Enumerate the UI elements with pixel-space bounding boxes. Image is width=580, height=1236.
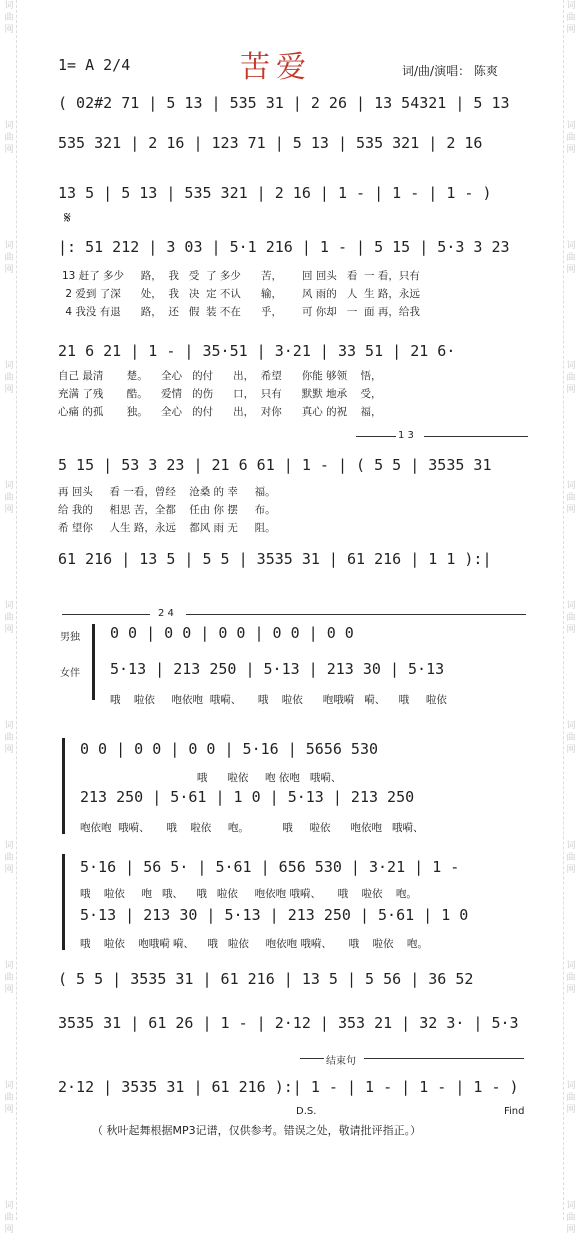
system-bracket <box>62 738 65 834</box>
female-part-label: 女伴 <box>60 668 80 679</box>
volta-label: 2 4 <box>158 608 174 619</box>
watermark-text: 词 曲 网 <box>566 121 576 155</box>
score-row: |: 51 212 | 3 03 | 5·1 216 | 1 - | 5 15 | 5·3 3 23 <box>58 238 510 256</box>
lyric-line: 2 爱到 了深 处， 我 决 定 不认 输， 风 雨的 人 生 路，永远 <box>62 288 420 300</box>
watermark-text: 词 曲 网 <box>4 961 14 995</box>
lyric-line: 希 望你 人生 路，永远 都风 雨 无 阻。 <box>58 522 276 534</box>
ds-marker: D.S. <box>296 1106 317 1117</box>
score-row: 5 15 | 53 3 23 | 21 6 61 | 1 - | ( 5 5 | 3535 31 <box>58 456 492 474</box>
watermark-text: 词 曲 网 <box>4 481 14 515</box>
volta-bracket <box>186 614 526 615</box>
ending-label: 结束句 <box>326 1056 356 1067</box>
lyric-line: 哦 啦依 咆 哦、 哦 啦依 咆依咆 哦嗬、 哦 啦依 咆。 <box>80 888 417 900</box>
watermark-right <box>563 0 578 1235</box>
score-row: 5·16 | 56 5· | 5·61 | 656 530 | 3·21 | 1 - <box>80 858 460 876</box>
watermark-text: 词 曲 网 <box>566 1081 576 1115</box>
watermark-text: 词 曲 网 <box>4 601 14 635</box>
watermark-text: 词 曲 网 <box>4 1081 14 1115</box>
watermark-text: 词 曲 网 <box>566 721 576 755</box>
watermark-text: 词 曲 网 <box>566 241 576 275</box>
system-bracket <box>62 854 65 950</box>
watermark-text: 词 曲 网 <box>566 1 576 35</box>
score-row: 3535 31 | 61 26 | 1 - | 2·12 | 353 21 | 32 3· | 5·3 <box>58 1014 519 1032</box>
volta-bracket <box>424 436 528 437</box>
watermark-text: 词 曲 网 <box>566 361 576 395</box>
ending-bracket <box>364 1058 524 1059</box>
lyric-line: 哦 啦依 咆哦嗬 嗬、 哦 啦依 咆依咆 哦嗬、 哦 啦依 咆。 <box>80 938 428 950</box>
lyric-line: 哦 啦依 咆依咆 哦嗬、 哦 啦依 咆哦嗬 嗬、 哦 啦依 <box>110 694 447 706</box>
watermark-text: 词 曲 网 <box>4 841 14 875</box>
score-row: 13 5 | 5 13 | 535 321 | 2 16 | 1 - | 1 - | 1 - ) <box>58 184 492 202</box>
watermark-text: 词 曲 网 <box>566 841 576 875</box>
score-row: ( 5 5 | 3535 31 | 61 216 | 13 5 | 5 56 | 36 52 <box>58 970 474 988</box>
score-row: ( 02#2 71 | 5 13 | 535 31 | 2 26 | 13 54321 | 5 13 <box>58 94 510 112</box>
volta-bracket <box>62 614 150 615</box>
lyric-line: 心痛 的孤 独。 全心 的付 出， 对你 真心 的祝 福， <box>58 406 382 418</box>
score-row: 535 321 | 2 16 | 123 71 | 5 13 | 535 321 | 2 16 <box>58 134 483 152</box>
watermark-text: 词 曲 网 <box>566 481 576 515</box>
watermark-text: 词 曲 网 <box>4 721 14 755</box>
volta-bracket <box>356 436 396 437</box>
lyric-line: 充满 了残 酷。 爱情 的伤 口， 只有 默默 地承 受， <box>58 388 382 400</box>
score-row: 5·13 | 213 250 | 5·13 | 213 30 | 5·13 <box>110 660 445 678</box>
score-row: 61 216 | 13 5 | 5 5 | 3535 31 | 61 216 | 1 1 ):| <box>58 550 492 568</box>
lyric-line: 给 我的 相思 苦，全都 任由 你 摆 布。 <box>58 504 276 516</box>
watermark-text: 词 曲 网 <box>4 361 14 395</box>
song-credits: 词/曲/演唱： 陈爽 <box>402 64 498 78</box>
lyric-line: 咆依咆 哦嗬、 哦 啦依 咆。 哦 啦依 咆依咆 哦嗬、 <box>80 822 424 834</box>
lyric-line: 13 赶了 多少 路， 我 受 了 多少 苦， 回 回头 看 一 看，只有 <box>62 270 420 282</box>
watermark-text: 词 曲 网 <box>566 1201 576 1235</box>
score-row: 213 250 | 5·61 | 1 0 | 5·13 | 213 250 <box>80 788 415 806</box>
watermark-text: 词 曲 网 <box>4 241 14 275</box>
score-row: 5·13 | 213 30 | 5·13 | 213 250 | 5·61 | 1 0 <box>80 906 469 924</box>
lyric-line: 自己 最清 楚。 全心 的付 出， 希望 你能 够领 悟， <box>58 370 382 382</box>
watermark-text: 词 曲 网 <box>4 121 14 155</box>
watermark-text: 词 曲 网 <box>4 1201 14 1235</box>
score-row: 0 0 | 0 0 | 0 0 | 0 0 | 0 0 <box>110 624 354 642</box>
volta-label: 1 3 <box>398 430 414 441</box>
footer-note: （ 秋叶起舞根据MP3记谱，仅供参考。错误之处，敬请批评指正。） <box>92 1124 422 1137</box>
system-bracket <box>92 624 95 700</box>
key-signature: 1= A 2/4 <box>58 56 131 74</box>
fine-marker: Find <box>504 1106 525 1117</box>
watermark-text: 词 曲 网 <box>566 961 576 995</box>
ending-bracket <box>300 1058 324 1059</box>
lyric-line: 哦 啦依 咆 依咆 哦嗬、 <box>80 772 342 784</box>
watermark-text: 词 曲 网 <box>4 1 14 35</box>
segno-icon: 𝄋 <box>64 208 71 227</box>
lyric-line: 再 回头 看 一看，曾经 沧桑 的 幸 福。 <box>58 486 276 498</box>
score-row: 2·12 | 3535 31 | 61 216 ):| 1 - | 1 - | 1 - | 1 - ) <box>58 1078 519 1096</box>
watermark-text: 词 曲 网 <box>566 601 576 635</box>
watermark-left <box>2 0 17 1235</box>
male-part-label: 男独 <box>60 632 80 643</box>
score-row: 0 0 | 0 0 | 0 0 | 5·16 | 5656 530 <box>80 740 379 758</box>
song-title: 苦爱 <box>240 50 312 85</box>
score-row: 21 6 21 | 1 - | 35·51 | 3·21 | 33 51 | 21 6· <box>58 342 456 360</box>
lyric-line: 4 我没 有退 路， 还 假 装 不在 乎， 可 你却 一 面 再，给我 <box>62 306 420 318</box>
